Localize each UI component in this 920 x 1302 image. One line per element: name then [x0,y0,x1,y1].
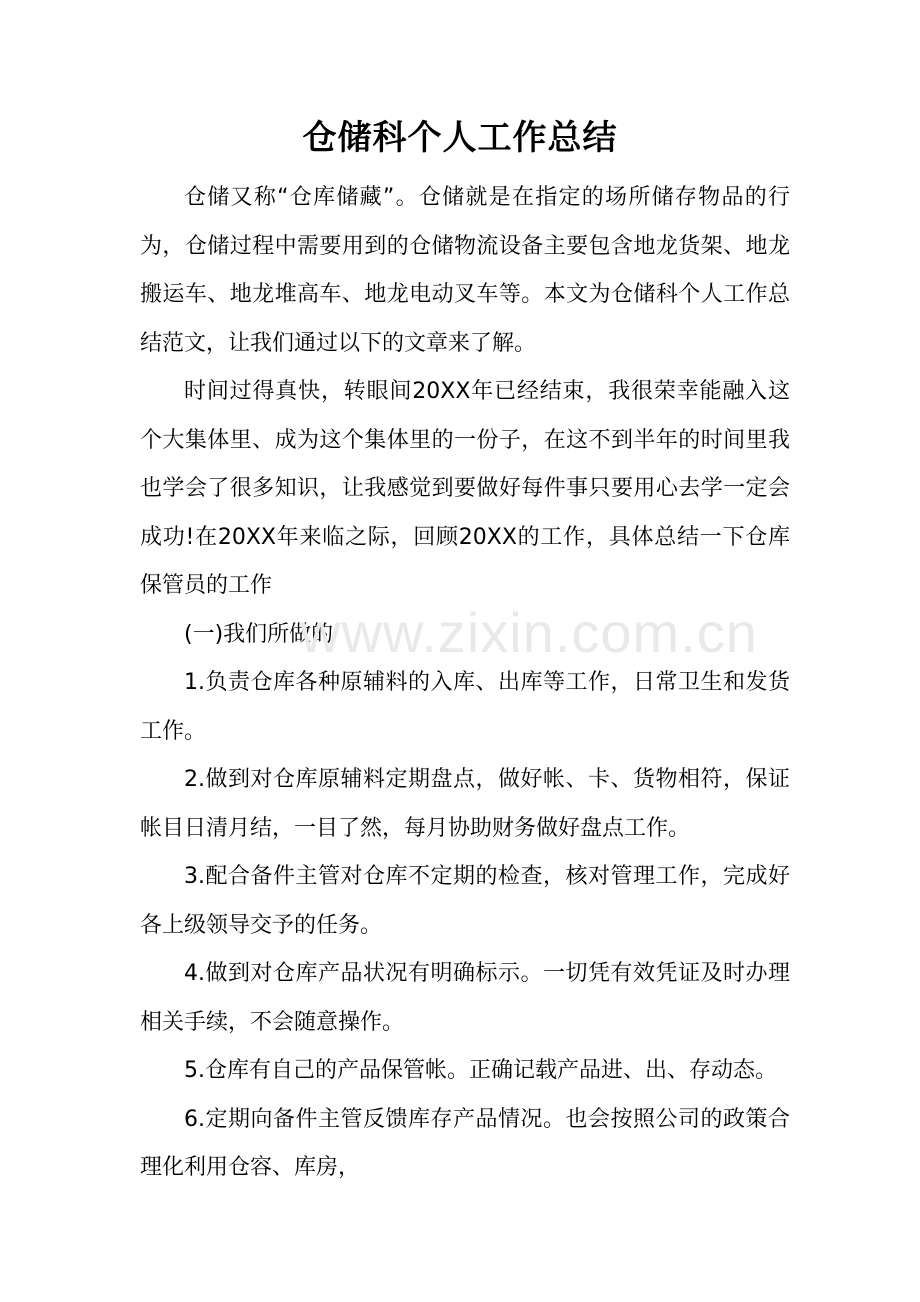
list-item: 4.做到对仓库产品状况有明确标示。一切凭有效凭证及时办理相关手续，不会随意操作。 [140,961,790,1035]
document-body [140,174,790,1193]
list-item: 5.仓库有自己的产品保管帐。正确记载产品进、出、存动态。 [184,1058,777,1083]
watermark: www.zixin.com.cn [300,601,758,664]
list-item: 1.负责仓库各种原辅料的入库、出库等工作，日常卫生和发货工作。 [140,670,790,744]
section-heading: (一)我们所做的 [184,621,334,647]
list-item: 6.定期向备件主管反馈库存产品情况。也会按照公司的政策合理化利用仓容、库房， [140,1106,790,1180]
paragraph-intro: 仓储又称“仓库储藏”。仓储就是在指定的场所储存物品的行为，仓储过程中需要用到的仓储物流设备主要包含地龙货架、地龙搬运车、地龙堆高车、地龙电动叉车等。本文为仓储科个人工作总结范文，让我们通过以下的文章来了解。 [140,185,790,356]
list-item: 2.做到对仓库原辅料定期盘点，做好帐、卡、货物相符，保证帐目日清月结，一目了然，每月协助财务做好盘点工作。 [140,767,790,841]
paragraph-summary: 时间过得真快，转眼间20XX年已经结束，我很荣幸能融入这个大集体里、成为这个集体里的一份子，在这不到半年的时间里我也学会了很多知识，让我感觉到要做好每件事只要用心去学一定会成功!在20XX年来临之际，回顾20XX的工作，具体总结一下仓库保管员的工作 [140,379,790,598]
document-title: 仓储科个人工作总结 [302,118,618,158]
list-item: 3.配合备件主管对仓库不定期的检查，核对管理工作，完成好各上级领导交予的任务。 [140,864,790,938]
